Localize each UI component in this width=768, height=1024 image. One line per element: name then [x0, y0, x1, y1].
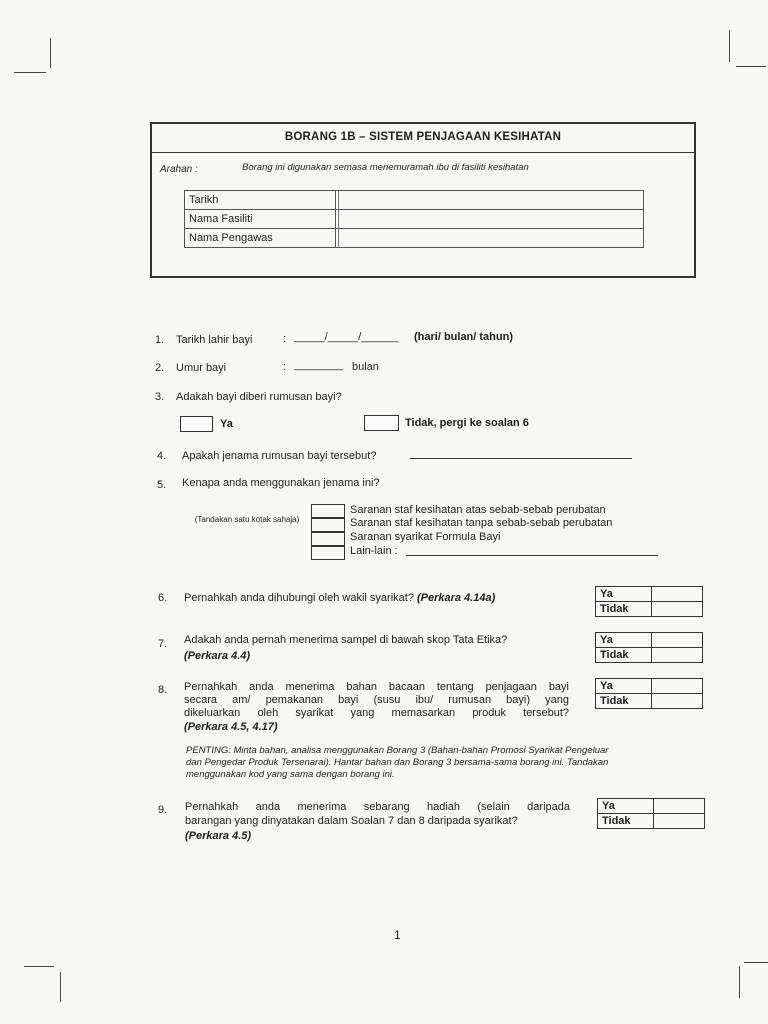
- question-7-answer-table: [595, 632, 703, 663]
- ya-label: Ya: [596, 633, 652, 648]
- question-number: 3.: [155, 391, 165, 403]
- ya-label: Ya: [598, 799, 654, 814]
- crop-mark: [50, 38, 51, 68]
- table-row: [596, 694, 703, 709]
- question-number: 2.: [155, 362, 165, 374]
- page-number: 1: [394, 928, 401, 942]
- tidak-label: Tidak: [596, 648, 652, 663]
- question-7-ya-cell[interactable]: [652, 633, 703, 648]
- question-2-colon: :: [283, 361, 287, 373]
- field-label-tarikh: Tarikh: [185, 191, 336, 210]
- question-8-ya-cell[interactable]: [652, 679, 703, 694]
- question-9-ya-cell[interactable]: [654, 799, 705, 814]
- question-5-option-2-label: Saranan staf kesihatan tanpa sebab-sebab perubatan: [350, 517, 613, 529]
- question-5-instruction: (Tandakan satu kotak sahaja): [194, 515, 300, 524]
- question-6-reference: (Perkara 4.14a): [417, 592, 496, 604]
- table-row: [185, 229, 644, 248]
- question-5-option-1-checkbox[interactable]: [311, 504, 345, 518]
- question-2-text: Umur bayi: [176, 362, 227, 374]
- ya-label: Ya: [596, 587, 652, 602]
- field-label-nama-fasiliti: Nama Fasiliti: [185, 210, 336, 229]
- question-8-line-1: Pernahkah anda menerima bahan bacaan tentang penjagaan bayi: [184, 681, 569, 693]
- question-3-tidak-label: Tidak, pergi ke soalan 6: [405, 417, 529, 429]
- tidak-label: Tidak: [598, 814, 654, 829]
- table-row: [598, 814, 705, 829]
- arahan-label: Arahan :: [160, 164, 198, 175]
- question-6-answer-table: [595, 586, 703, 617]
- question-6-label: Pernahkah anda dihubungi oleh wakil syarikat?: [184, 592, 414, 604]
- question-5-option-4-checkbox[interactable]: [311, 546, 345, 560]
- question-7-reference: (Perkara 4.4): [184, 650, 251, 662]
- question-number: 4.: [157, 450, 167, 462]
- question-5-option-2-checkbox[interactable]: [311, 518, 345, 532]
- question-9-line-2: barangan yang dinyatakan dalam Soalan 7 dan 8 daripada syarikat?: [185, 815, 518, 827]
- penting-line-2: dan Pengedar Produk Tersenarai). Hantar bahan dan Borang 3 bersama-sama borang ini. Tandakan: [186, 757, 609, 768]
- question-2-age-field[interactable]: ________: [294, 359, 343, 371]
- table-row: [185, 210, 644, 229]
- question-1-date-field[interactable]: _____/_____/______: [294, 331, 398, 343]
- question-7-tidak-cell[interactable]: [652, 648, 703, 663]
- question-5-option-1-label: Saranan staf kesihatan atas sebab-sebab perubatan: [350, 504, 606, 516]
- crop-mark: [739, 966, 740, 998]
- table-row: [598, 799, 705, 814]
- question-4-text: Apakah jenama rumusan bayi tersebut?: [182, 450, 377, 462]
- question-6-text: [184, 592, 495, 605]
- penting-note: [186, 745, 608, 781]
- question-number: 8.: [158, 684, 168, 696]
- form-title: BORANG 1B – SISTEM PENJAGAAN KESIHATAN: [152, 124, 694, 153]
- question-8-answer-table: [595, 678, 703, 709]
- question-number: 9.: [158, 804, 168, 816]
- question-6-ya-cell[interactable]: [652, 587, 703, 602]
- question-3-ya-label: Ya: [220, 418, 233, 430]
- question-5-option-3-checkbox[interactable]: [311, 532, 345, 546]
- question-6-tidak-cell[interactable]: [652, 602, 703, 617]
- info-table: [184, 190, 644, 248]
- question-3-text: Adakah bayi diberi rumusan bayi?: [176, 391, 342, 403]
- crop-mark: [744, 962, 768, 963]
- question-2-unit: bulan: [352, 361, 379, 373]
- table-row: [596, 602, 703, 617]
- question-5-text: Kenapa anda menggunakan jenama ini?: [182, 477, 380, 489]
- question-9-reference: (Perkara 4.5): [185, 830, 252, 842]
- question-4-answer-line[interactable]: [410, 458, 632, 459]
- table-row: [596, 648, 703, 663]
- question-number: 7.: [158, 638, 168, 650]
- question-9-answer-table: [597, 798, 705, 829]
- penting-line-1: PENTING: Minta bahan, analisa menggunakan Borang 3 (Bahan-bahan Promosi Syarikat Pengeluar: [186, 745, 609, 756]
- crop-mark: [14, 72, 46, 73]
- crop-mark: [24, 966, 54, 967]
- question-8-line-2: secara am/ pemakanan bayi (susu ibu/ rumusan bayi) yang: [184, 694, 569, 706]
- question-7-text: Adakah anda pernah menerima sampel di bawah skop Tata Etika?: [184, 634, 508, 646]
- table-row: [185, 191, 644, 210]
- penting-line-3: menggunakan kod yang sama dengan borang ini.: [186, 769, 395, 780]
- arahan-text: Borang ini digunakan semasa menemuramah ibu di fasiliti kesihatan: [242, 162, 529, 173]
- crop-mark: [736, 66, 766, 67]
- question-1-text: Tarikh lahir bayi: [176, 334, 253, 346]
- question-1-format-hint: (hari/ bulan/ tahun): [414, 331, 513, 343]
- field-input-nama-pengawas[interactable]: [336, 229, 644, 248]
- question-8-reference: (Perkara 4.5, 4.17): [184, 721, 278, 733]
- question-8-line-3: dikeluarkan oleh syarikat yang memasarkan produk tersebut?: [184, 707, 569, 719]
- question-8-tidak-cell[interactable]: [652, 694, 703, 709]
- question-5-option-3-label: Saranan syarikat Formula Bayi: [350, 531, 501, 543]
- crop-mark: [729, 30, 730, 62]
- field-label-nama-pengawas: Nama Pengawas: [185, 229, 336, 248]
- table-row: [596, 679, 703, 694]
- question-number: 6.: [158, 592, 168, 604]
- table-row: [596, 587, 703, 602]
- question-9-tidak-cell[interactable]: [654, 814, 705, 829]
- ya-label: Ya: [596, 679, 652, 694]
- field-input-nama-fasiliti[interactable]: [336, 210, 644, 229]
- question-5-other-answer-line[interactable]: [406, 555, 658, 556]
- question-number: 1.: [155, 334, 165, 346]
- crop-mark: [60, 972, 61, 1002]
- question-number: 5.: [157, 479, 167, 491]
- form-header-box: [150, 122, 696, 278]
- tidak-label: Tidak: [596, 694, 652, 709]
- tidak-label: Tidak: [596, 602, 652, 617]
- question-3-ya-checkbox[interactable]: [180, 416, 213, 432]
- table-row: [596, 633, 703, 648]
- question-5-option-4-label: Lain-lain :: [350, 545, 398, 557]
- field-input-tarikh[interactable]: [336, 191, 644, 210]
- question-9-line-1: Pernahkah anda menerima sebarang hadiah (selain daripada: [185, 801, 570, 813]
- question-1-colon: :: [283, 333, 287, 345]
- question-3-tidak-checkbox[interactable]: [364, 415, 399, 431]
